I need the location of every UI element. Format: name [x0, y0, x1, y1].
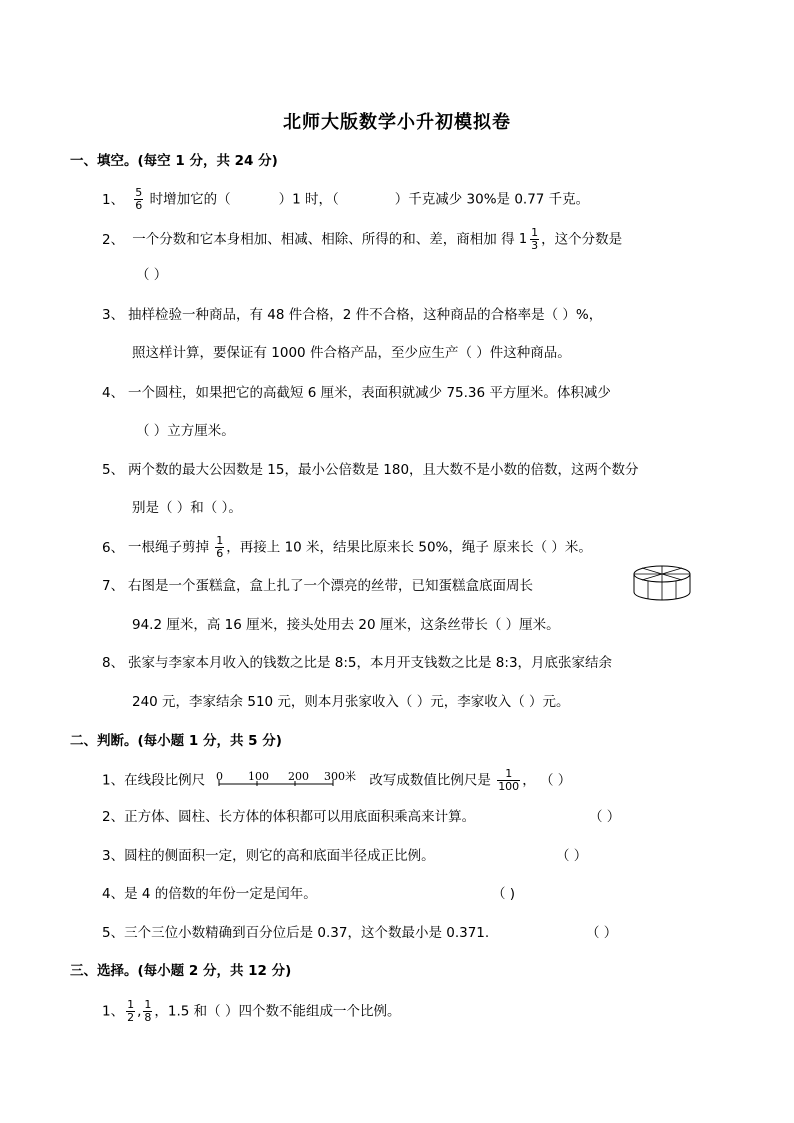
line-scale-ruler: [215, 770, 363, 792]
cake-box-image: [632, 564, 692, 604]
q6-fraction-numerator: 1: [216, 534, 224, 547]
q7-text-line1: 右图是一个蛋糕盒，盒上扎了一个漂亮的丝带，已知蛋糕盒底面周长: [128, 578, 533, 594]
q5-text-line1: 两个数的最大公因数是 15，最小公倍数是 180，且大数不是小数的倍数，这两个数分: [128, 462, 639, 478]
s2-question-5-text: 5、三个三位小数精确到百分位后是 0.37，这个数最小是 0.371.: [102, 925, 490, 941]
s3q1-f1-numerator: 1: [127, 998, 135, 1011]
s2-question-1: [102, 768, 571, 793]
s3q1-text: ，1.5 和（ ）四个数不能组成一个比例。: [154, 1003, 401, 1020]
q4-text-line1: 一个圆柱，如果把它的高截短 6 厘米，表面积就减少 75.36 平方厘米。体积减少: [128, 385, 611, 401]
q6-number: 6、: [102, 539, 125, 556]
s2-question-2-text: 2、正方体、圆柱、长方体的体积都可以用底面积乘高来计算。: [102, 809, 476, 825]
s2q3-answer-paren[interactable]: （ ）: [556, 848, 588, 864]
q2-mixed-fraction: [530, 227, 539, 252]
q1-fraction: [134, 187, 143, 212]
s2q1-text-a: 1、在线段比例尺: [102, 772, 206, 789]
scale-label-0: 0: [216, 769, 224, 783]
s3q1-f1-denominator: 2: [127, 1011, 135, 1024]
s2q2-answer-paren[interactable]: （ ）: [589, 809, 621, 825]
s1-question-7-line1: [102, 575, 533, 597]
s2q1-text-b: 改写成数值比例尺是: [369, 772, 491, 789]
s2q1-fraction: [497, 768, 520, 793]
q6-fraction: [215, 535, 224, 560]
s1-question-8-line1: [102, 652, 612, 674]
q1-fraction-numerator: 5: [135, 186, 143, 199]
q4-text-line2: （ ）立方厘米。: [136, 423, 235, 439]
q6-text-b: ，再接上 10 米，结果比原来长 50%，绳子 原来长（ ）米。: [226, 539, 592, 556]
q4-number: 4、: [102, 385, 125, 401]
s1-question-2: [102, 227, 622, 252]
s3q1-f2-numerator: 1: [144, 998, 152, 1011]
q6-text-a: 一根绳子剪掉: [128, 539, 209, 556]
section2-heading: 二、判断。(每小题 1 分，共 5 分): [70, 733, 282, 749]
q6-fraction-denominator: 6: [216, 547, 224, 560]
s2-question-3-text: 3、圆柱的侧面积一定，则它的高和底面半径成正比例。: [102, 848, 435, 864]
q3-number: 3、: [102, 307, 125, 323]
q3-text-line2: 照这样计算，要保证有 1000 件合格产品，至少应生产（ ）件这种商品。: [132, 345, 571, 361]
s2q4-answer-paren[interactable]: （ ): [492, 886, 516, 902]
s2q5-answer-paren[interactable]: （ ）: [586, 925, 618, 941]
section1-heading: 一、填空。(每空 1 分，共 24 分): [70, 153, 278, 169]
s3-question-1: 1、 $\frac{1}{2}$ , $\frac{1}{8}$ ，1.5 和（ ）四个数不能组成一个比例。: [102, 998, 401, 1024]
q2-mixed-denominator: 3: [531, 239, 539, 252]
q8-number: 8、: [102, 655, 125, 671]
q7-number: 7、: [102, 578, 125, 594]
q2-answer-line[interactable]: （ ）: [136, 267, 168, 283]
s1-question-3-line1: [102, 304, 602, 326]
s1-question-5-line1: [102, 459, 639, 481]
q5-number: 5、: [102, 462, 125, 478]
q1-text-b: ）1 时，（: [278, 191, 339, 208]
q7-text-line2: 94.2 厘米，高 16 厘米，接头处用去 20 厘米，这条丝带长（ ）厘米。: [132, 617, 560, 633]
scale-label-100: 100: [248, 769, 270, 783]
q1-text-a: 时增加它的（: [149, 191, 231, 208]
q8-text-line2: 240 元，李家结余 510 元，则本月张家收入（ ）元，李家收入（ ）元。: [132, 694, 570, 710]
q8-text-line1: 张家与李家本月收入的钱数之比是 8:5，本月开支钱数之比是 8:3，月底张家结余: [128, 655, 613, 671]
scale-label-300: 300米: [324, 769, 357, 783]
q2-text-a: 一个分数和它本身相加、相减、相除、所得的和、差，商相加 得: [132, 231, 515, 248]
s3q1-f2-denominator: 8: [144, 1011, 152, 1024]
q1-number: 1、: [102, 191, 125, 208]
q2-mixed-numerator: 1: [531, 226, 539, 239]
q2-text-b: ，这个分数是: [541, 231, 623, 248]
q1-text-c: ）千克减少 30%是 0.77 千克。: [394, 191, 590, 208]
s1-question-6: [102, 535, 592, 560]
s3q1-fraction-2: [143, 999, 152, 1024]
s3q1-number: 1、: [102, 1003, 125, 1020]
scale-label-200: 200: [288, 769, 310, 783]
s2q1-answer-paren[interactable]: ， （ ）: [522, 772, 572, 789]
q5-text-line2: 别是（ ）和（ ）。: [132, 500, 242, 516]
s1-question-1: [102, 187, 589, 212]
s2-question-4-text: 4、是 4 的倍数的年份一定是闰年。: [102, 886, 317, 902]
s3q1-fraction-1: [126, 999, 135, 1024]
s1-question-4-line1: [102, 382, 611, 404]
page-title: 北师大版数学小升初模拟卷: [283, 112, 511, 133]
q2-mixed-whole: 1: [518, 231, 528, 247]
s2q1-fraction-numerator: 1: [497, 768, 520, 781]
q3-text-line1: 抽样检验一种商品，有 48 件合格，2 件不合格，这种商品的合格率是（ ）%，: [128, 307, 603, 323]
q2-number: 2、: [102, 231, 125, 248]
s2q1-fraction-denominator: 100: [498, 780, 520, 793]
section3-heading: 三、选择。(每小题 2 分，共 12 分): [70, 963, 292, 979]
q1-fraction-denominator: 6: [135, 199, 143, 212]
q2-mixed-number: [519, 227, 541, 252]
